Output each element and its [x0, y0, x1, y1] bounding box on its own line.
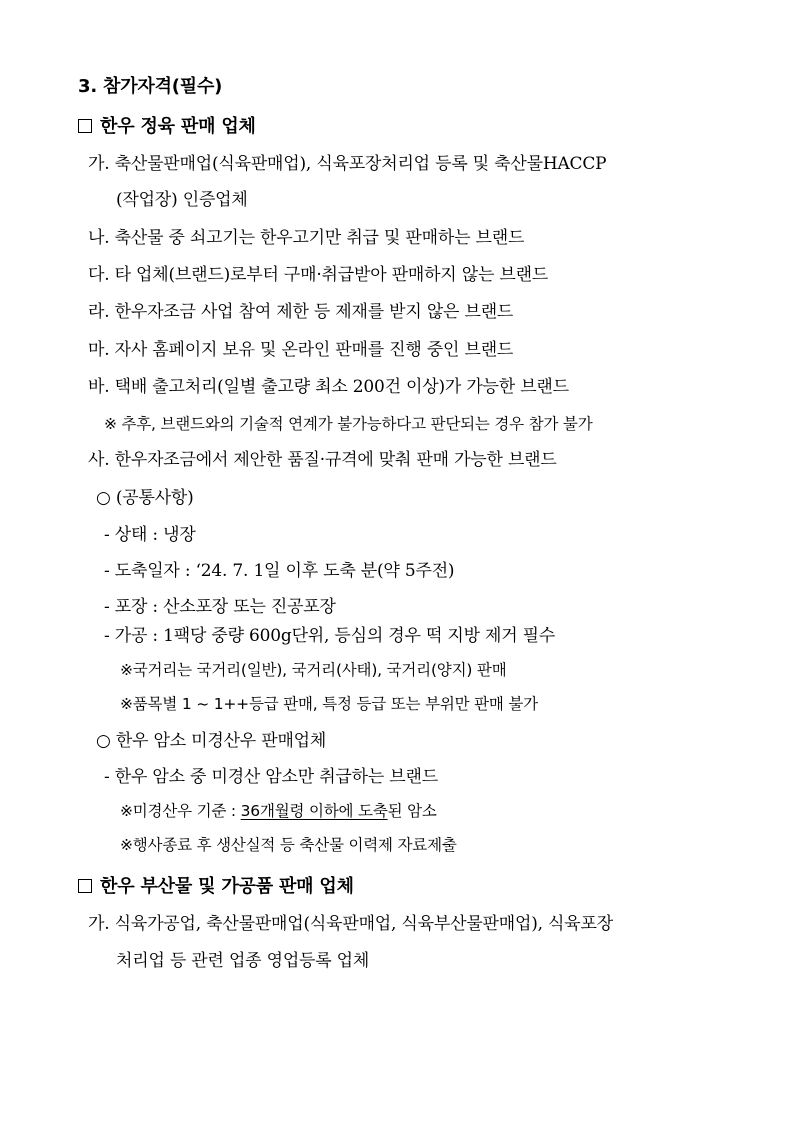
common-heading: ○ (공통사항): [96, 488, 194, 508]
section1-heading: [78, 116, 256, 138]
common-packaging: - 포장 : 산소포장 또는 진공포장: [104, 597, 336, 617]
common-processing: - 가공 : 1팩당 중량 600g단위, 등심의 경우 떡 지방 제거 필수: [104, 626, 556, 646]
item-ba-note: ※ 추후, 브랜드와의 기술적 연계가 불가능하다고 판단되는 경우 참가 불가: [104, 415, 593, 433]
section2-item-ga-line2: 처리업 등 관련 업종 영업등록 업체: [116, 951, 370, 971]
note-grade: ※품목별 1 ~ 1++등급 판매, 특정 등급 또는 부위만 판매 불가: [120, 695, 538, 713]
section2-item-ga-line1: 가. 식육가공업, 축산물판매업(식육판매업, 식육부산물판매업), 식육포장: [88, 914, 613, 934]
item-na: 나. 축산물 중 쇠고기는 한우고기만 취급 및 판매하는 브랜드: [88, 228, 525, 248]
common-slaughter-date: - 도축일자 : ‘24. 7. 1일 이후 도축 분(약 5주전): [104, 561, 455, 581]
item-da: 다. 타 업체(브랜드)로부터 구매·취급받아 판매하지 않는 브랜드: [88, 265, 549, 285]
cow-note-underlined: 36개월령 이하에 도축: [240, 802, 388, 820]
section2-heading-text: 한우 부산물 및 가공품 판매 업체: [100, 876, 354, 897]
cow-note-suffix: 된 암소: [387, 802, 437, 820]
item-ga-line1: 가. 축산물판매업(식육판매업), 식육포장처리업 등록 및 축산물HACCP: [88, 154, 607, 174]
cow-note-data-submission: ※행사종료 후 생산실적 등 축산물 이력제 자료제출: [120, 836, 457, 854]
item-ra: 라. 한우자조금 사업 참여 제한 등 제재를 받지 않은 브랜드: [88, 302, 514, 322]
cow-heading: ○ 한우 암소 미경산우 판매업체: [96, 731, 327, 751]
note-soup: ※국거리는 국거리(일반), 국거리(사태), 국거리(양지) 판매: [120, 661, 507, 679]
item-ga-line2: (작업장) 인증업체: [116, 190, 248, 210]
section2-heading: [78, 876, 354, 898]
item-sa: 사. 한우자조금에서 제안한 품질·규격에 맞춰 판매 가능한 브랜드: [88, 450, 557, 470]
item-ma: 마. 자사 홈페이지 보유 및 온라인 판매를 진행 중인 브랜드: [88, 340, 514, 360]
cow-note-criteria: [120, 800, 437, 822]
cow-item: - 한우 암소 중 미경산 암소만 취급하는 브랜드: [104, 767, 438, 787]
common-state: - 상태 : 냉장: [104, 525, 196, 545]
section1-heading-text: 한우 정육 판매 업체: [100, 116, 256, 137]
checkbox-square-icon: [78, 879, 92, 893]
section-title: 3. 참가자격(필수): [78, 76, 223, 97]
cow-note-prefix: ※미경산우 기준 :: [120, 802, 241, 820]
item-ba: 바. 택배 출고처리(일별 출고량 최소 200건 이상)가 가능한 브랜드: [88, 377, 569, 397]
checkbox-square-icon: [78, 119, 92, 133]
